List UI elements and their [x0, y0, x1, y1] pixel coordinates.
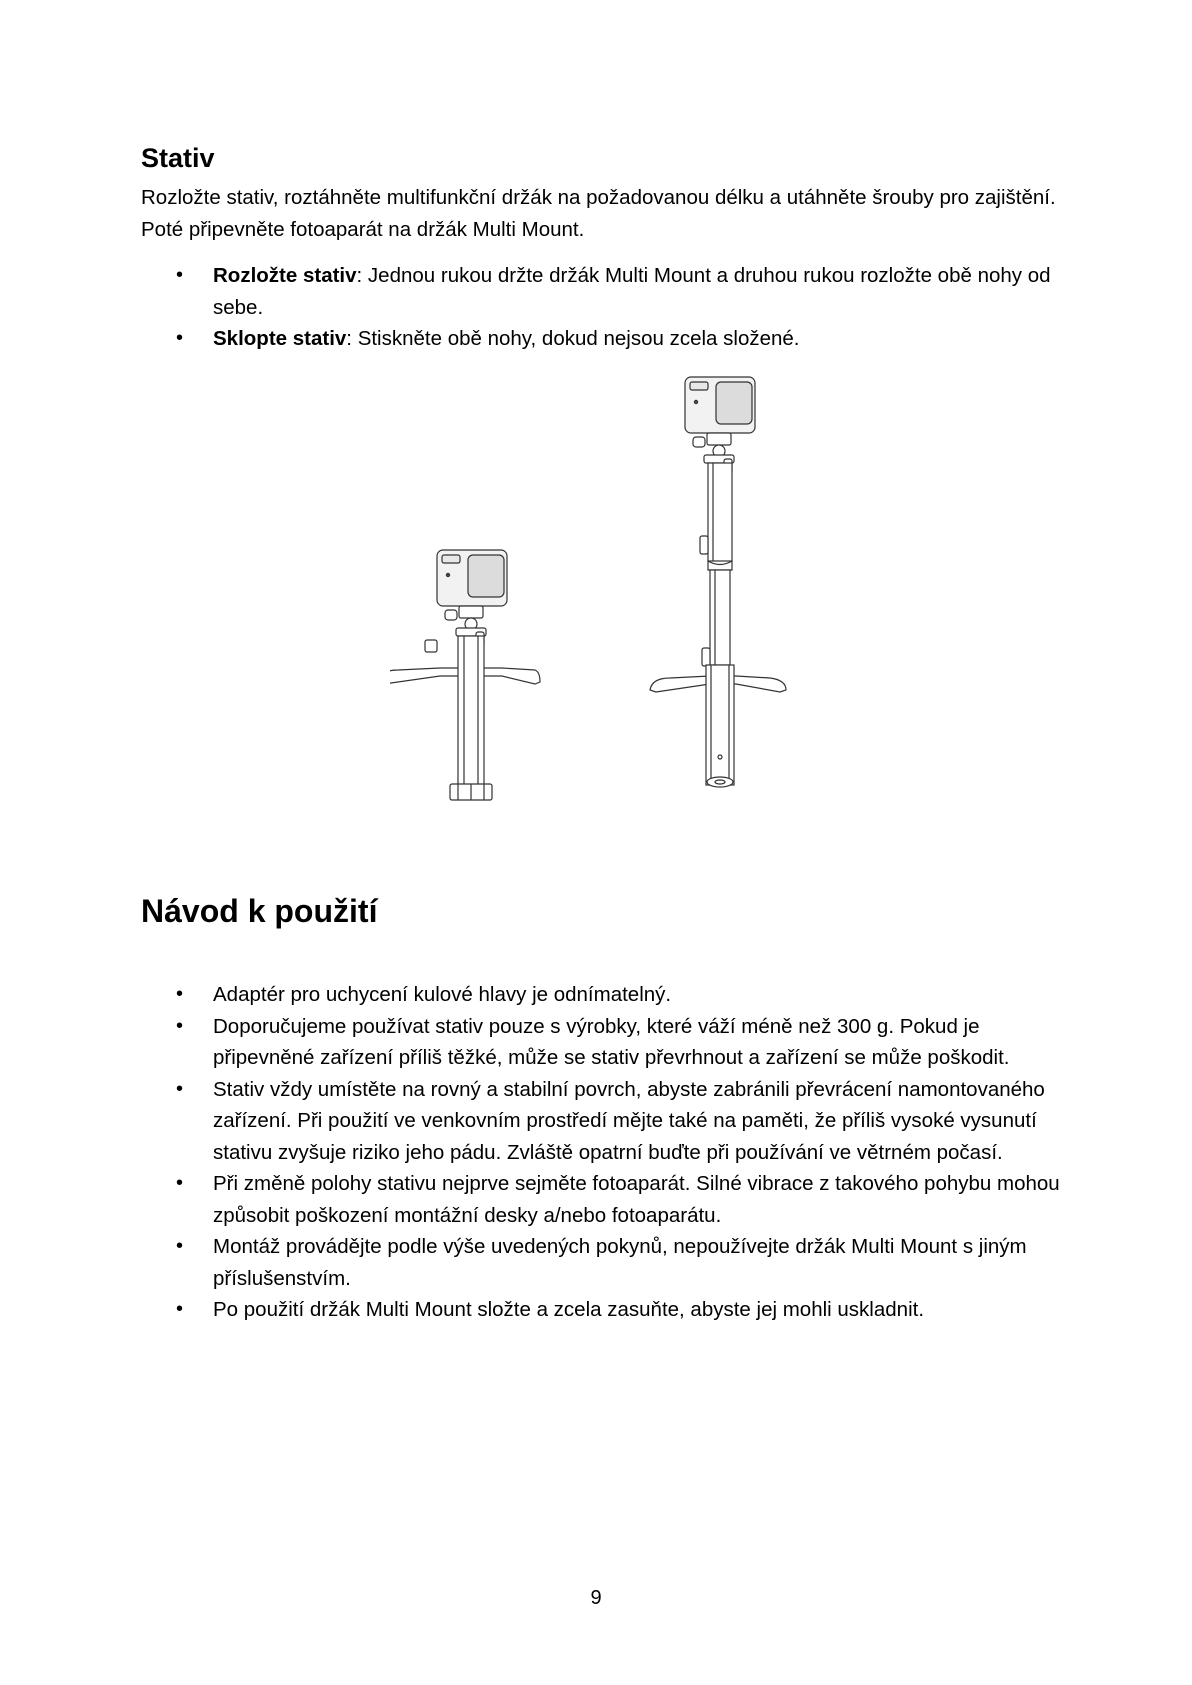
usage-bullet-list	[141, 979, 1061, 1326]
stativ-bullet-list	[141, 260, 1061, 355]
folded-tripod-drawing	[390, 550, 540, 800]
list-item	[141, 260, 1061, 323]
bullet-text: : Jednou rukou držte držák Multi Mount a druhou rukou rozložte obě nohy od sebe.	[213, 264, 1051, 319]
list-item: • Montáž provádějte podle výše uvedených pokynů, nepoužívejte držák Multi Mount s jiným příslušenstvím.	[141, 1231, 1061, 1294]
bullet-term: Rozložte stativ	[213, 264, 357, 287]
extended-tripod-drawing	[650, 377, 786, 787]
tripod-illustration	[390, 372, 810, 812]
bullet-text: : Stiskněte obě nohy, dokud nejsou zcela složené.	[346, 327, 800, 350]
list-item: • Doporučujeme používat stativ pouze s výrobky, které váží méně než 300 g. Pokud je připevněné zařízení příliš těžké, může se stativ převrhnout a zařízení se může poškodit.	[141, 1011, 1061, 1074]
page-number: 9	[590, 1587, 602, 1609]
list-item: • Adaptér pro uchycení kulové hlavy je odnímatelný.	[141, 979, 1061, 1011]
list-item	[141, 323, 1061, 355]
list-item: • Při změně polohy stativu nejprve sejměte fotoaparát. Silné vibrace z takového pohybu mohou způsobit poškození montážní desky a/nebo fotoaparátu.	[141, 1168, 1061, 1231]
list-item: • Stativ vždy umístěte na rovný a stabilní povrch, abyste zabránili převrácení namontovaného zařízení. Při použití ve venkovním prostředí mějte také na paměti, že příliš vysoké vysunutí stativu zvyšuje riziko jeho pádu. Zvláště opatrní buďte při používání ve větrném počasí.	[141, 1074, 1061, 1169]
stativ-intro-paragraph: Rozložte stativ, roztáhněte multifunkční držák na požadovanou délku a utáhněte šrouby pro zajištění. Poté připevněte fotoaparát na držák Multi Mount.	[141, 186, 1056, 241]
bullet-term: Sklopte stativ	[213, 327, 347, 350]
section-heading-stativ: Stativ	[141, 143, 215, 173]
list-item: • Po použití držák Multi Mount složte a zcela zasuňte, abyste jej mohli uskladnit.	[141, 1294, 1061, 1326]
section-heading-navod: Návod k použití	[141, 893, 378, 929]
